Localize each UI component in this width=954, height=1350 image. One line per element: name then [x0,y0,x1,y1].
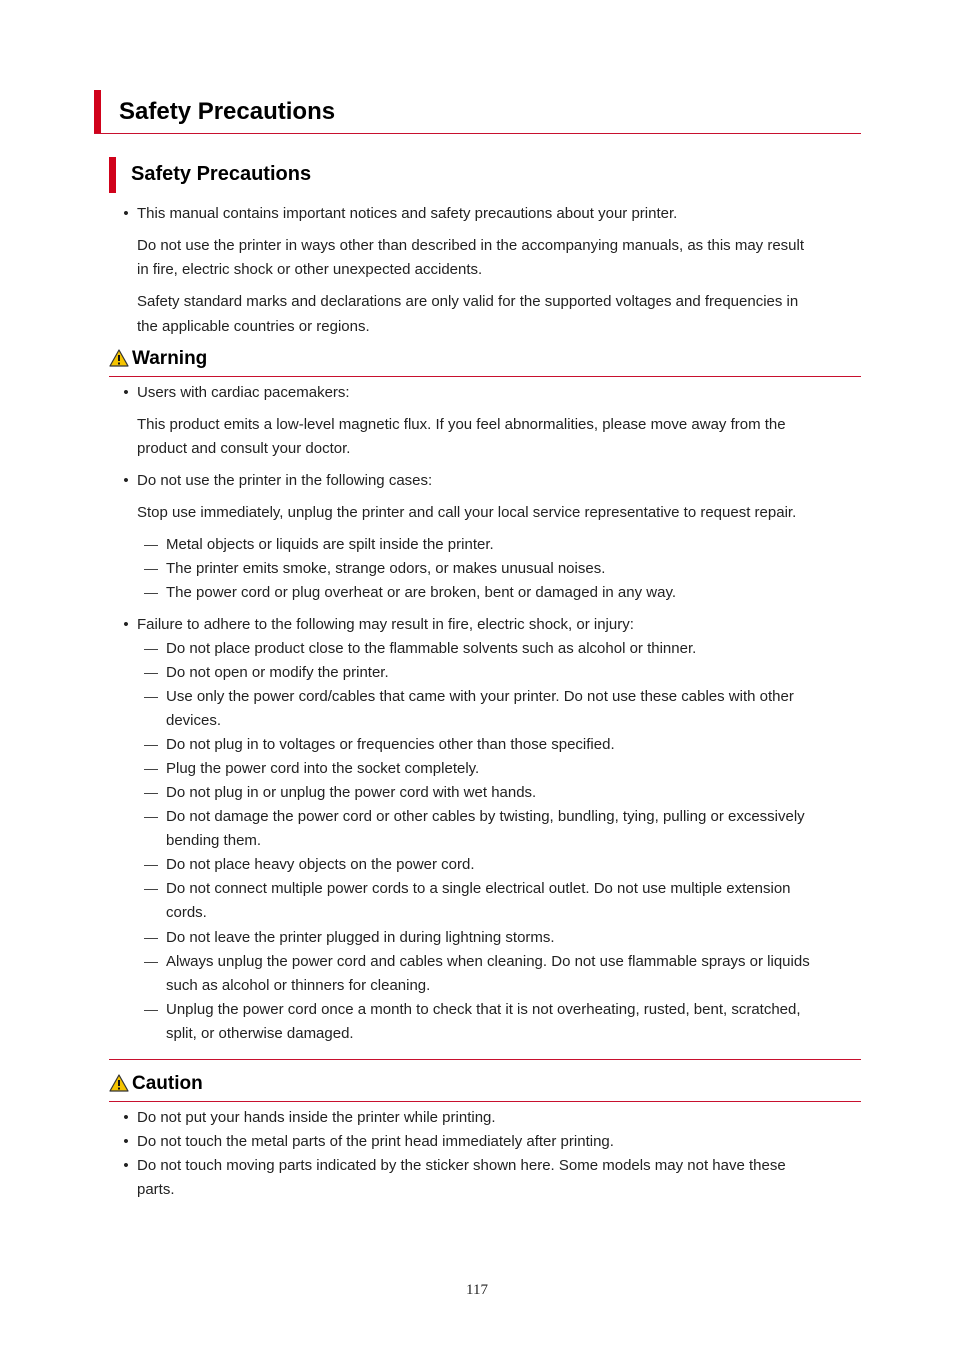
caution-item: Do not put your hands inside the printer while printing. [137,1109,496,1126]
failure-item: Do not plug in to voltages or frequencies other than those specified. [166,736,615,753]
dash-marker [144,817,158,818]
failure-item-continued: split, or otherwise damaged. [166,1025,354,1042]
dash-marker [144,889,158,890]
section-accent-bar [109,157,116,193]
failure-item: Do not leave the printer plugged in during lightning storms. [166,929,555,946]
dash-marker [144,593,158,594]
failure-item-continued: devices. [166,712,222,729]
failure-item: Plug the power cord into the socket completely. [166,760,480,777]
intro-paragraph-line: Safety standard marks and declarations are only valid for the supported voltages and frequencies in [137,293,799,310]
failure-item: Always unplug the power cord and cables when cleaning. Do not use flammable sprays or liquids [166,953,810,970]
caution-item: Do not touch the metal parts of the print head immediately after printing. [137,1133,614,1150]
warning-paragraph-line: This product emits a low-level magnetic flux. If you feel abnormalities, please move away from the [137,416,786,433]
case-item: The printer emits smoke, strange odors, or makes unusual noises. [166,560,606,577]
failure-item: Do not damage the power cord or other cables by twisting, bundling, tying, pulling or excessively [166,808,805,825]
failure-item-continued: cords. [166,904,207,921]
intro-paragraph-line: Do not use the printer in ways other than described in the accompanying manuals, as this may result [137,237,805,254]
dash-marker [144,1010,158,1011]
dash-marker [144,865,158,866]
failure-item-continued: bending them. [166,832,262,849]
case-item: The power cord or plug overheat or are broken, bent or damaged in any way. [166,584,677,601]
page-number: 117 [466,1282,488,1298]
caution-item: Do not touch moving parts indicated by the sticker shown here. Some models may not have these [137,1157,786,1174]
bullet: • [123,205,129,222]
failure-item: Use only the power cord/cables that came with your printer. Do not use these cables with other [166,688,794,705]
page-heading [94,90,861,134]
dash-marker [144,673,158,674]
bullet: • [123,1157,129,1174]
warning-title: Warning [132,348,208,369]
dash-marker [144,938,158,939]
bullet: • [123,472,129,489]
dash-marker [144,545,158,546]
dash-marker [144,697,158,698]
page-title: Safety Precautions [119,98,336,125]
section-title: Safety Precautions [131,163,312,185]
dash-marker [144,962,158,963]
caution-item-continued: parts. [137,1181,175,1198]
warning-triangle-icon [109,1074,129,1092]
bullet: • [123,1133,129,1150]
warning-paragraph-line: product and consult your doctor. [137,440,351,457]
heading-accent-bar [94,90,101,133]
warning-bullet-text: Users with cardiac pacemakers: [137,384,350,401]
caution-title: Caution [132,1073,203,1094]
failure-item-continued: such as alcohol or thinners for cleaning. [166,977,431,994]
intro-bullet-text: This manual contains important notices and safety precautions about your printer. [137,205,678,222]
warning-paragraph-line: Stop use immediately, unplug the printer and call your local service representative to request repair. [137,504,797,521]
bullet: • [123,1109,129,1126]
warning-end-divider [109,1059,861,1060]
dash-marker [144,769,158,770]
failure-item: Do not place product close to the flammable solvents such as alcohol or thinner. [166,640,697,657]
warning-triangle-icon [109,349,129,367]
warning-bullet-text: Failure to adhere to the following may result in fire, electric shock, or injury: [137,616,634,633]
warning-header [109,348,861,377]
dash-marker [144,793,158,794]
bullet: • [123,384,129,401]
intro-paragraph-line: the applicable countries or regions. [137,318,370,335]
failure-item: Unplug the power cord once a month to check that it is not overheating, rusted, bent, scratched, [166,1001,801,1018]
failure-item: Do not place heavy objects on the power cord. [166,856,475,873]
failure-item: Do not open or modify the printer. [166,664,389,681]
intro-paragraph-line: in fire, electric shock or other unexpected accidents. [137,261,483,278]
dash-marker [144,569,158,570]
failure-item: Do not plug in or unplug the power cord with wet hands. [166,784,537,801]
warning-bullet-text: Do not use the printer in the following cases: [137,472,433,489]
case-item: Metal objects or liquids are spilt inside the printer. [166,536,494,553]
caution-header [109,1073,861,1102]
dash-marker [144,745,158,746]
bullet: • [123,616,129,633]
dash-marker [144,649,158,650]
failure-item: Do not connect multiple power cords to a single electrical outlet. Do not use multiple extension [166,880,791,897]
